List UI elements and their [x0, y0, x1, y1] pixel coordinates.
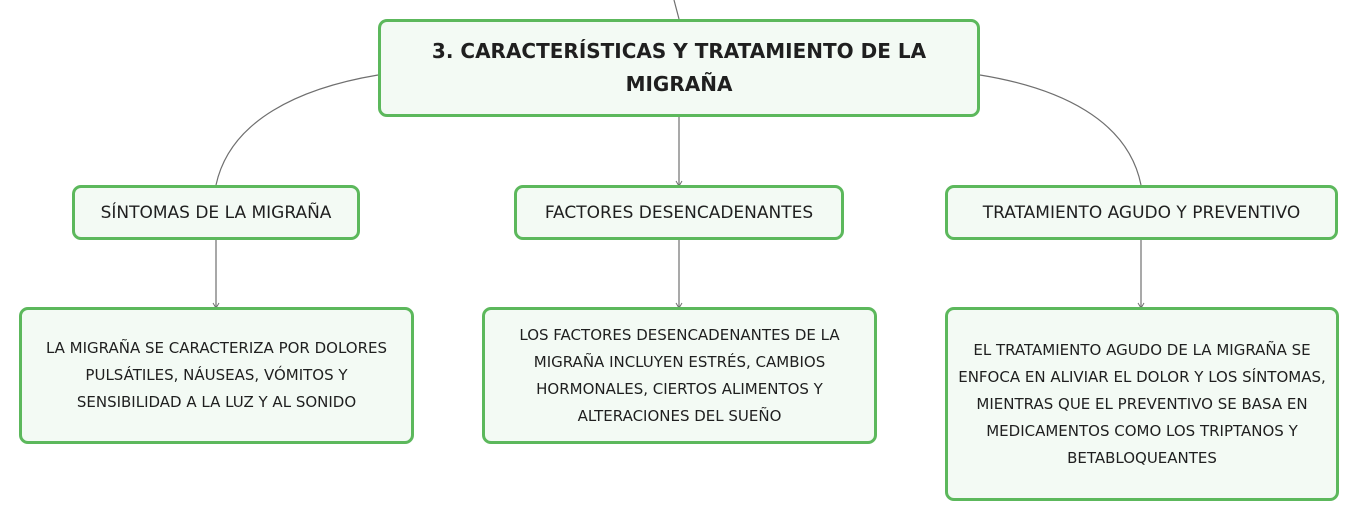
- connector-root-to-sintomas: [216, 75, 378, 185]
- detail-text-sintomas: LA MIGRAÑA SE CARACTERIZA POR DOLORES PULSÁTILES, NÁUSEAS, VÓMITOS Y SENSIBILIDAD A LA LUZ Y AL SONIDO: [45, 339, 388, 411]
- branch-label-sintomas: SÍNTOMAS DE LA MIGRAÑA: [100, 202, 332, 223]
- branch-node-tratamiento[interactable]: [945, 185, 1338, 240]
- root-topic-node[interactable]: [378, 19, 980, 117]
- branch-label-factores: FACTORES DESENCADENANTES: [544, 202, 814, 223]
- detail-node-tratamiento[interactable]: [945, 307, 1339, 501]
- connector-parent-to-root: [674, 0, 679, 19]
- branch-node-factores[interactable]: [514, 185, 844, 240]
- detail-node-sintomas[interactable]: [19, 307, 414, 444]
- detail-text-tratamiento: EL TRATAMIENTO AGUDO DE LA MIGRAÑA SE ENFOCA EN ALIVIAR EL DOLOR Y LOS SÍNTOMAS, MIENTRAS QUE EL PREVENTIVO SE BASA EN MEDICAMENTOS COMO LOS TRIPTANOS Y BETABLOQUEANTES: [958, 340, 1326, 467]
- detail-text-factores: LOS FACTORES DESENCADENANTES DE LA MIGRAÑA INCLUYEN ESTRÉS, CAMBIOS HORMONALES, CIERTOS ALIMENTOS Y ALTERACIONES DEL SUEÑO: [519, 325, 840, 425]
- connector-root-to-tratamiento: [980, 75, 1141, 185]
- branch-label-tratamiento: TRATAMIENTO AGUDO Y PREVENTIVO: [982, 202, 1301, 223]
- root-topic-label: 3. CARACTERÍSTICAS Y TRATAMIENTO DE LA MIGRAÑA: [431, 39, 927, 96]
- detail-node-factores[interactable]: [482, 307, 877, 444]
- branch-node-sintomas[interactable]: [72, 185, 360, 240]
